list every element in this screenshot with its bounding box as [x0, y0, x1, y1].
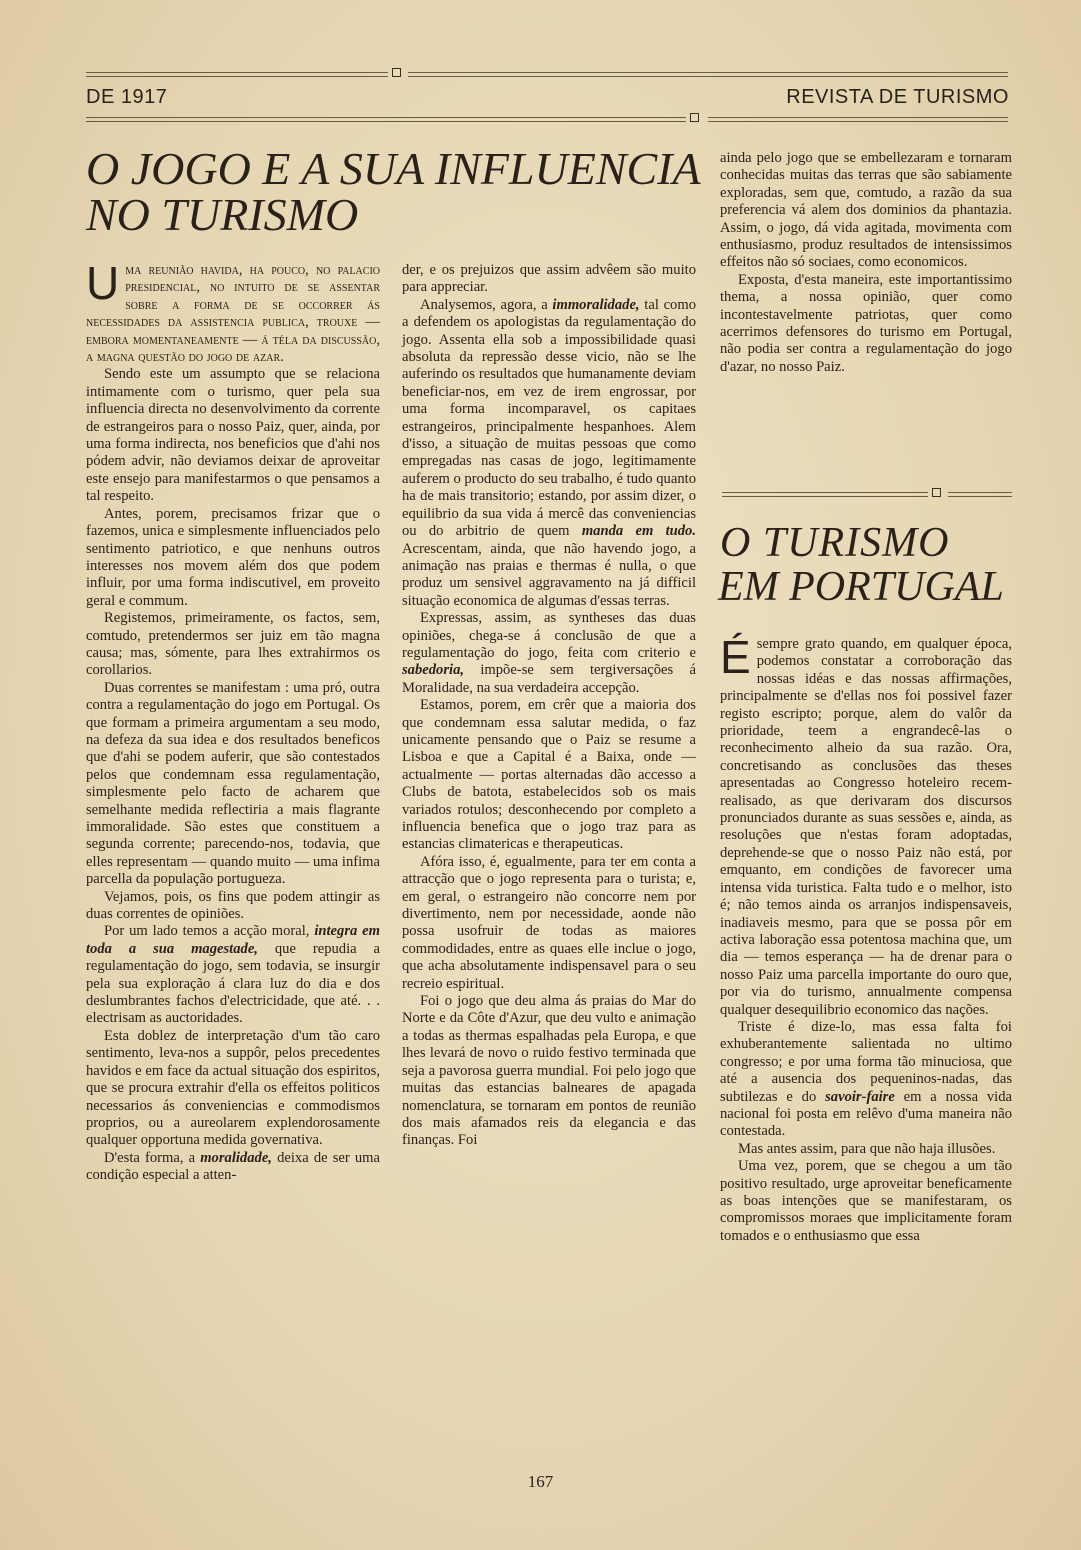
- article-title-line-1: O JOGO E A SUA INFLUENCIA: [86, 143, 701, 194]
- header-rule-right: [708, 117, 1008, 122]
- text-run: D'esta forma, a: [104, 1149, 196, 1166]
- emphasis: immoralidade,: [552, 296, 640, 313]
- article2-title-line-1: O TURISMO: [720, 520, 950, 566]
- text-run: Analysemos, agora, a: [420, 296, 548, 313]
- text-run: Triste é dize-lo, mas essa falta foi exhuberantemente salientada no ultimo congresso; e por uma forma tão minuciosa, que até a ausencia dos pequeninos-nadas, das subtilezas e do: [720, 1018, 1012, 1105]
- separator-rule-right: [948, 492, 1012, 497]
- emphasis: savoir-faire: [825, 1088, 895, 1105]
- ornament-square: [932, 488, 941, 497]
- top-rule-left: [86, 72, 388, 77]
- text-run: Expressas, assim, as syntheses das duas opiniões, chega-se á conclusão de que a regulamentação do jogo, feita com criterio e: [402, 610, 696, 661]
- paragraph: ainda pelo jogo que se embellezaram e tornaram conhecidas muitas das terras que são sabiamente exploradas, sem que, comtudo, a razão da sua preferencia vá alem dos dominios da phantazia. Assim, o jogo, dá vida agitada, movimenta com enthusiasmo, produz resultados de intensissimos effeitos não só sociaes, como economicos.: [720, 150, 1012, 271]
- paragraph: Foi o jogo que deu alma ás praias do Mar do Norte e da Côte d'Azur, que deu vulto e animação a todas as thermas espalhadas pela Europa, e que lhes levará de novo o ruido festivo terminada que seja a pavorosa guerra mundial. Foi pelo jogo que muitas das estancias balneares de apagada nomenclatura, se tornaram em pontos de reunião dos mais afamados reis da elegancia e das finanças. Foi: [402, 993, 696, 1149]
- emphasis: manda em tudo.: [581, 523, 696, 540]
- paragraph: Afóra isso, é, egualmente, para ter em conta a attracção que o jogo representa para o turista; e, em geral, o estrangeiro não concorre nem por divertimento, nem por necessidade, aonde não possa usofruir de todas as maiores commodidades, entre as quaes elle inclue o jogo, que acha absolutamente indispensavel para o seu recreio espiritual.: [402, 853, 696, 992]
- ornament-square: [392, 68, 401, 77]
- paragraph: Duas correntes se manifestam : uma pró, outra contra a regulamentação do jogo em Portugal. Os que formam a primeira argumentam a seu modo, na defeza da sua idea e dos resultados beneficos que d'ahi se podem auferir, que são contestados pelos que condemnam essa regulamentação, simplesmente pelo facto de acharem que semelhante medida reflectiria a mais flagrante immoralidade. São estes que constituem a segunda corrente; parecendo-nos, todavia, que elles representam — quando muito — uma infima parcella da população portugueza.: [86, 679, 380, 888]
- text-run: Por um lado temos a acção moral,: [104, 923, 310, 940]
- paragraph: Registemos, primeiramente, os factos, sem, comtudo, pretendermos ser juiz em tão magna causa; mas, sómente, para lhes extrahirmos os corollarios.: [86, 610, 380, 679]
- text-run: que repudia a regulamentação do jogo, sem todavia, se insurgir pela sua exploração á clara luz do dia e dos deslumbrantes fachos d'electricidade, que até. . . electrisam as auctoridades.: [86, 940, 381, 1027]
- header-magazine-name: REVISTA DE TURISMO: [786, 86, 1009, 108]
- page-number: 167: [527, 1472, 554, 1491]
- ornament-square: [690, 113, 699, 122]
- article1-column-3: [720, 150, 1012, 376]
- text-run: impõe-se sem tergiversações á Moralidade, na sua verdadeira accepção.: [402, 662, 696, 696]
- article1-column-2: [402, 262, 696, 1150]
- paragraph: sempre grato quando, em qualquer época, podemos constatar a corroboração das nossas idéas e das nossas affirmações, principalmente se d'ellas nos foi possivel fazer registo escripto; porque, alem do valôr da prioridade, teem a engrandecê-las o reconhecimento alheio da sua razão. Ora, concretisando as conclusões das theses apresentadas ao Congresso hoteleiro recem-realisado, as que derivaram dos discursos pronunciados durante as suas sessões e, ainda, as resoluções que n'estas foram adoptadas, deprehende-se que o nosso Paiz não está, por emquanto, em condições de favorecer uma intensa vida turistica. Falta tudo e o melhor, isto é; não temos ainda os arranjos indispensaveis, inadiaveis mesmo, para que se possa pôr em activa laboração essa potentosa machina que, um dia — temos esperança — ha de drenar para o nosso Paiz uma parcella importante do ouro que, por via do turismo, annualmente compensa qualquer desequilibrio economico das nações.: [720, 636, 1012, 1018]
- article2-title-line-2: EM PORTUGAL: [718, 564, 1004, 610]
- paragraph: der, e os prejuizos que assim advêem são muito para appreciar.: [402, 262, 696, 296]
- paragraph: Mas antes assim, para que não haja illusões.: [738, 1140, 996, 1157]
- text-run: Acrescentam, ainda, que não havendo jogo, a animação nas praias e thermas é nulla, o que produz um sensivel aggravamento na já difficil situação economica de algumas d'essas terras.: [402, 540, 696, 609]
- header-rule-left: [86, 117, 686, 122]
- article1-column-1: [86, 257, 381, 1185]
- header-date: DE 1917: [86, 86, 168, 108]
- separator-rule-left: [722, 492, 928, 497]
- emphasis: integra em toda a sua magestade,: [86, 923, 380, 957]
- article2-column: [720, 631, 1012, 1245]
- text-run: em a nossa vida nacional foi posta em relêvo d'uma maneira não contestada.: [720, 1088, 1012, 1140]
- paragraph: ma reunião havida, ha pouco, no palacio presidencial, no intuito de se assentar sobre a forma de se occorrer ás necessidades da assistencia publica, trouxe — embora momentaneamente — á téla da discussão, a magna questão do jogo de azar.: [86, 262, 380, 366]
- emphasis: sabedoria,: [402, 662, 465, 679]
- text-run: deixa de ser uma condição especial a atten-: [86, 1149, 380, 1184]
- paragraph: Exposta, d'esta maneira, este importantissimo thema, a nossa opinião, quer como incontestavelmente patriotas, quer como acerrimos defensores do turismo em Portugal, não podia ser contra a regulamentação do jogo d'azar, no nosso Paiz.: [720, 271, 1012, 375]
- paragraph: Sendo este um assumpto que se relaciona intimamente com o turismo, quer pela sua influencia directa no desenvolvimento da corrente de estrangeiros para o nosso Paiz, quer, ainda, por uma forma indirecta, nos beneficios que d'ahi nos pódem advir, não deviamos deixar de aproveitar este ensejo para manifestarmos o que pensamos a tal respeito.: [86, 366, 380, 505]
- text-run: tal como a defendem os apologistas da regulamentação do jogo. Assenta ella sob a impossibilidade quasi absoluta da repressão desse vicio, não se lhe auferindo os resultados que humanamente deviam beneficiar-nos, em vez de irem engrossar, por uma forma incomparavel, os capitaes estrangeiros, principalmente hespanhoes. Alem d'isso, a situação de muitas pessoas que como empregadas nas casas de jogo, legitimamente auferem o producto do seu trabalho, é tudo quanto ha de mais transitorio; estando, por assim dizer, o equilibrio da sua vida á mercê das conveniencias ou do arbitrio de quem: [402, 296, 696, 540]
- article-title-line-2: NO TURISMO: [86, 189, 359, 240]
- paragraph: Vejamos, pois, os fins que podem attingir as duas correntes de opiniões.: [86, 888, 380, 923]
- paragraph: Esta doblez de interpretação d'um tão caro sentimento, leva-nos a suppôr, pelos precedentes havidos e em face da actual situação dos espiritos, que se procura extrahir d'ella os effeitos politicos necessarios ás conveniencias e commodismos proprios, ou a aureolarem explendorosamente qualquer opportuna medida governativa.: [86, 1027, 380, 1149]
- paragraph: Estamos, porem, em crêr que a maioria dos que condemnam essa salutar medida, o faz unicamente pensando que o Paiz se resume a Lisboa e que a Capital é a Baixa, onde — actualmente — portas alternadas dão accesso a Clubs de batota, estabelecidos sob os mais variados rotulos; desconhecendo por completo a influencia benefica que o jogo traz para as estancias climatericas e therapeuticas.: [402, 697, 696, 853]
- emphasis: moralidade,: [200, 1149, 272, 1166]
- paragraph: Uma vez, porem, que se chegou a um tão positivo resultado, urge aproveitar beneficamente as boas intenções que se manifestaram, os compromissos moraes que implicitamente foram tomados e o enthusiasmo que essa: [720, 1158, 1012, 1244]
- top-rule-right: [408, 72, 1008, 77]
- drop-cap: U: [86, 257, 120, 309]
- paragraph: Antes, porem, precisamos frizar que o fazemos, unica e simplesmente influenciados pelo sentimento patriotico, e que nenhuns outros interesses nos movem além dos que podem influir, por uma forma indiscutivel, em proveito geral e commum.: [86, 505, 380, 609]
- drop-cap: É: [720, 631, 751, 683]
